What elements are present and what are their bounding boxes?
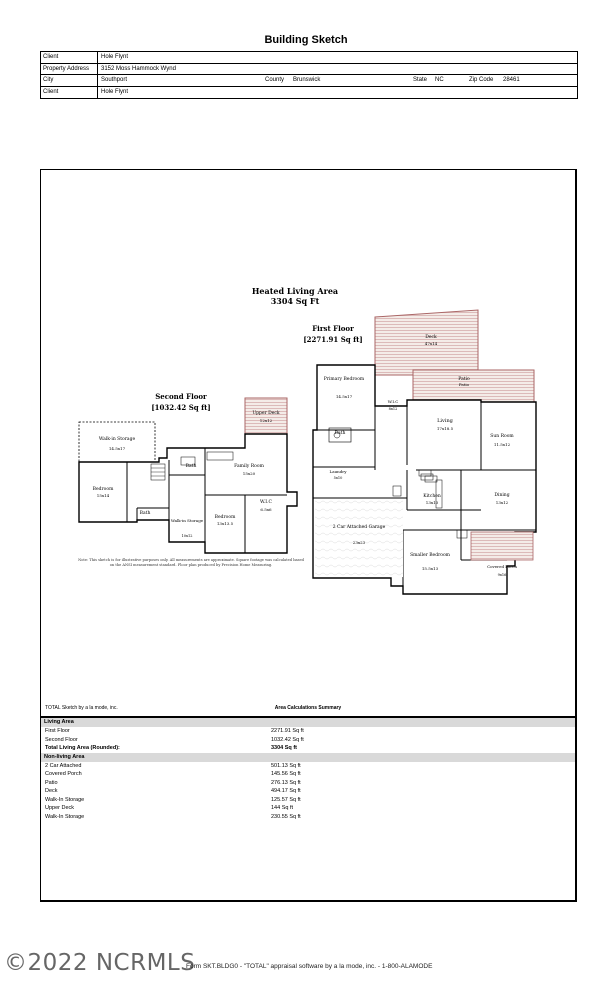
county-label: County — [265, 77, 285, 83]
smaller-bedroom-label: Smaller Bedroom — [410, 553, 450, 558]
deck-label: Deck — [425, 335, 437, 340]
page-title: Building Sketch — [264, 34, 348, 46]
state-label: State — [413, 77, 428, 83]
second-floor-area: [1032.42 Sq ft] — [151, 403, 211, 412]
family-room-label: Family Room — [234, 464, 264, 469]
nonliving-row — [41, 762, 575, 771]
wic1-label: W.I.C — [387, 399, 399, 404]
laundry-size: 5x10 — [333, 476, 343, 480]
living-row — [41, 727, 575, 736]
living-size: 17x18.5 — [436, 426, 454, 431]
software-label: TOTAL Sketch by a la mode, inc. — [45, 705, 118, 711]
nonliving-row-name: Upper Deck — [45, 805, 75, 811]
walkin-storage-area — [79, 422, 155, 462]
nonliving-row-name: Walk-In Storage — [45, 796, 85, 803]
nonliving-row — [41, 770, 575, 779]
dining-size: 13x12 — [495, 500, 509, 505]
floor-plan-sketch — [41, 170, 575, 716]
first-floor-label: First Floor — [312, 324, 354, 333]
info-row-client — [41, 52, 577, 64]
nonliving-row-name: Walk-In Storage — [45, 813, 85, 820]
wic2-label: W.I.C — [260, 500, 272, 505]
living-row-value: 1032.42 Sq ft — [271, 736, 304, 743]
bath2-label: Bath — [185, 464, 197, 469]
nonliving-row-value: 276.13 Sq ft — [271, 779, 301, 786]
living-row-name: First Floor — [45, 728, 70, 734]
nonliving-area-header: Non-living Area — [41, 753, 575, 762]
walkin-storage2-size: 10x12 — [181, 534, 193, 538]
second-floor-label: Second Floor — [155, 392, 207, 401]
living-row-value: 2271.91 Sq ft — [271, 728, 304, 734]
kitchen-size: 13x13 — [425, 500, 439, 505]
primary-bedroom-label: Primary Bedroom — [323, 377, 365, 382]
info-row-city — [41, 75, 577, 87]
patio-label: Patio — [458, 377, 470, 382]
city-label: City — [43, 77, 54, 83]
patio-size: Patio — [458, 382, 470, 387]
zip-value: 28461 — [503, 77, 520, 83]
zip-label: Zip Code — [469, 77, 494, 83]
area-calculations — [41, 716, 575, 821]
nonliving-row-value: 144 Sq ft — [271, 805, 294, 811]
floor-plan-drawing — [41, 170, 575, 710]
nonliving-row-value: 230.55 Sq ft — [271, 813, 301, 820]
first-floor-plan — [313, 310, 536, 594]
total-living-name: Total Living Area (Rounded): — [45, 745, 120, 751]
form-footer-text: Form SKT.BLDG0 - "TOTAL" appraisal software by a la mode, inc. - 1-800-ALAMODE — [186, 963, 433, 970]
walkin-storage-size: 14.5x17 — [108, 446, 126, 451]
calc-summary-title: Area Calculations Summary — [274, 705, 342, 711]
covered-porch-label: Covered Porch — [487, 564, 517, 569]
bedroom2-size: 15x14 — [96, 493, 110, 498]
sun-room-size: 11.5x12 — [493, 442, 511, 447]
nonliving-row — [41, 787, 575, 796]
county-value: Brunswick — [293, 77, 321, 83]
covered-porch-size: 9x16 — [497, 573, 507, 577]
deck-size: 47x14 — [424, 341, 438, 346]
wic1-size: 8x12 — [388, 407, 398, 411]
garage-label: 2 Car Attached Garage — [332, 525, 386, 530]
bedroom3-label: Bedroom — [214, 515, 236, 520]
bedroom2-label: Bedroom — [92, 487, 114, 492]
client2-value: Hole Flynt — [101, 88, 129, 95]
info-row-client2 — [41, 87, 577, 99]
walkin-storage2-label: Walk-in Storage — [170, 518, 204, 523]
living-row — [41, 736, 575, 745]
total-living-row — [41, 744, 575, 753]
living-label: Living — [437, 418, 453, 424]
garage-size: 23x23 — [352, 540, 366, 545]
living-row-name: Second Floor — [45, 736, 78, 743]
nonliving-row — [41, 813, 575, 822]
client2-label: Client — [43, 88, 59, 95]
first-floor-area: [2271.91 Sq ft] — [303, 335, 363, 344]
nonliving-row-name: Covered Porch — [45, 771, 82, 777]
living-area-header: Living Area — [41, 718, 575, 727]
wic2-size: 6.5x6 — [260, 507, 272, 512]
upper-deck-area — [245, 398, 287, 434]
nonliving-row-name: Patio — [45, 779, 58, 786]
upper-deck-size: 12x12 — [259, 418, 273, 423]
address-value: 3152 Moss Hammock Wynd — [101, 65, 176, 72]
heated-sqft: 3304 Sq Ft — [270, 296, 320, 306]
client-value: Hole Flynt — [101, 54, 129, 60]
heated-title: Heated Living Area — [251, 286, 339, 296]
sketch-note: Note: This sketch is for illustrative purposes only. All measurements are approximate. Square footage was calculated based on the ANSI measurement standard. Floor plan produced by Precision Home Measuring. — [78, 558, 304, 567]
nonliving-row — [41, 779, 575, 788]
copyright-watermark: ©2022 NCRMLS — [4, 950, 196, 976]
nonliving-row-name: 2 Car Attached — [45, 762, 82, 769]
nonliving-row — [41, 796, 575, 805]
nonliving-row-value: 125.57 Sq ft — [271, 796, 301, 803]
client-label: Client — [43, 54, 59, 60]
property-info-table — [40, 51, 578, 99]
city-value: Southport — [101, 77, 128, 83]
state-value: NC — [435, 77, 444, 83]
upper-deck-label: Upper Deck — [252, 411, 280, 416]
nonliving-row — [41, 804, 575, 813]
bedroom3-size: 13x13.5 — [216, 521, 234, 526]
walkin-storage-label: Walk-in Storage — [98, 437, 136, 442]
total-living-value: 3304 Sq ft — [271, 745, 297, 751]
nonliving-row-name: Deck — [45, 788, 58, 794]
family-room-size: 15x20 — [242, 471, 256, 476]
bath1-label: Bath — [334, 431, 346, 436]
kitchen-label: Kitchen — [423, 494, 441, 499]
primary-bedroom-size: 14.5x17 — [335, 394, 353, 399]
dining-label: Dining — [494, 493, 510, 498]
nonliving-row-value: 145.56 Sq ft — [271, 771, 301, 777]
nonliving-row-value: 501.13 Sq ft — [271, 762, 301, 769]
sun-room-label: Sun Room — [490, 434, 514, 439]
second-floor-plan — [79, 398, 297, 553]
info-row-address — [41, 64, 577, 76]
laundry-label: Laundry — [329, 469, 347, 474]
bath3-label: Bath — [139, 511, 151, 516]
nonliving-row-value: 494.17 Sq ft — [271, 788, 301, 794]
address-label: Property Address — [43, 65, 90, 72]
sketch-sheet — [40, 169, 577, 902]
smaller-bedroom-size: 15.5x13 — [421, 566, 439, 571]
covered-porch-area — [471, 532, 533, 560]
